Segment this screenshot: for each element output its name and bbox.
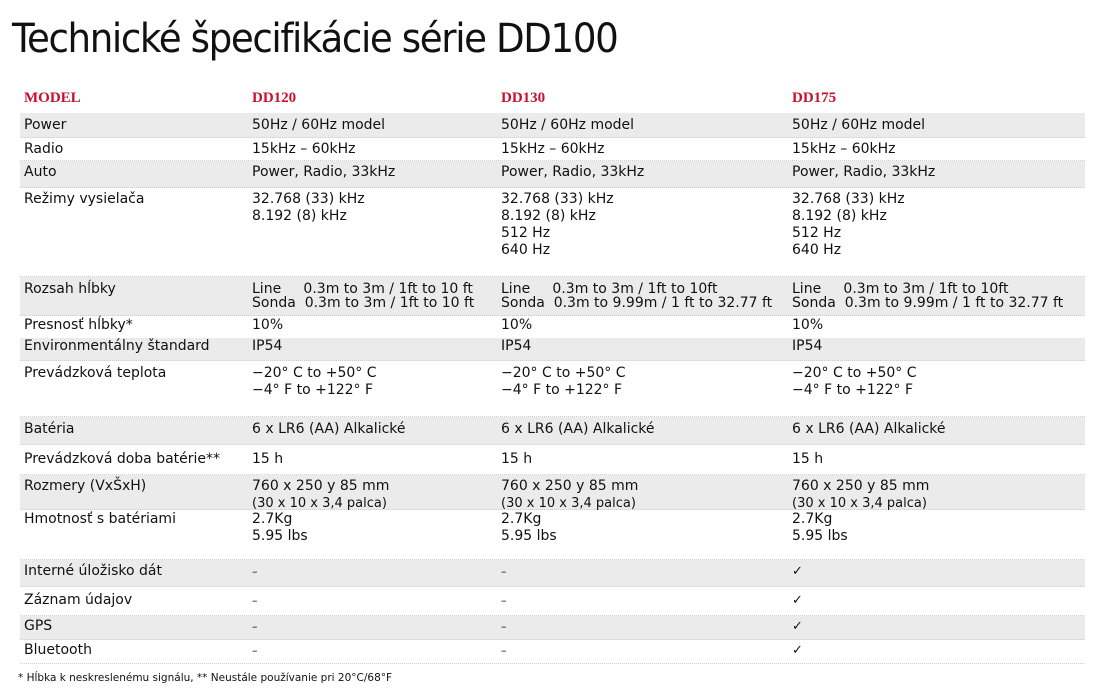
cell-dd130 [501, 563, 507, 580]
cell-dd175 [792, 618, 803, 635]
row-label: Environmentálny štandard [24, 338, 210, 354]
check-icon: ✓ [792, 593, 803, 608]
cell-line: 10% [252, 317, 284, 333]
cell-line: – [252, 644, 258, 657]
cell-dd120 [252, 282, 474, 310]
table-row [20, 510, 1085, 560]
table-row [20, 560, 1085, 587]
row-label: Prevádzková teplota [24, 365, 167, 381]
cell-dd120 [252, 117, 385, 134]
cell-dd130 [501, 282, 772, 310]
cell-line: IP54 [252, 338, 283, 354]
cell-dd175 [792, 317, 823, 334]
cell-line: 15 h [501, 451, 533, 467]
cell-line: 512 Hz [501, 225, 551, 241]
cell-dd175 [792, 117, 925, 134]
cell-line: 50Hz / 60Hz model [501, 117, 635, 133]
cell-dd130 [501, 117, 634, 134]
cell-dd120 [252, 592, 258, 609]
cell-dd175 [792, 451, 823, 468]
cell-line: 15 h [792, 451, 824, 467]
cell-line: Power, Radio, 33kHz [792, 164, 936, 180]
cell-dd130 [501, 592, 507, 609]
cell-line: Line 0.3m to 3m / 1ft to 10ft [792, 281, 1009, 297]
cell-line: Line 0.3m to 3m / 1ft to 10ft [501, 281, 718, 297]
cell-dd130 [501, 451, 532, 468]
cell-line: 5.95 lbs [792, 528, 848, 544]
page-title: Technické špecifikácie série DD100 [12, 16, 618, 62]
cell-line: (30 x 10 x 3,4 palca) [792, 496, 927, 511]
row-label: Presnosť hĺbky* [24, 317, 133, 333]
cell-dd120 [252, 191, 365, 225]
table-row [20, 113, 1085, 138]
cell-dd120 [252, 642, 258, 659]
table-row [20, 338, 1085, 361]
cell-dd175 [792, 511, 848, 545]
cell-line: 15kHz – 60kHz [501, 141, 605, 157]
table-row [20, 316, 1085, 339]
cell-dd130 [501, 164, 644, 181]
cell-dd175 [792, 421, 946, 438]
cell-dd175 [792, 164, 935, 181]
cell-line: 15 h [252, 451, 284, 467]
cell-line: 32.768 (33) kHz [501, 191, 614, 207]
cell-line: 15kHz – 60kHz [792, 141, 896, 157]
table-row [20, 277, 1085, 316]
row-label: Batéria [24, 421, 75, 437]
row-label: Prevádzková doba batérie** [24, 451, 221, 467]
cell-line: Sonda 0.3m to 9.99m / 1 ft to 32.77 ft [792, 295, 1064, 311]
cell-dd175 [792, 365, 917, 399]
cell-line: 8.192 (8) kHz [501, 208, 596, 224]
table-row [20, 188, 1085, 277]
table-row [20, 161, 1085, 188]
cell-dd120 [252, 511, 308, 545]
cell-line: −20° C to +50° C [252, 365, 377, 381]
row-label: Záznam údajov [24, 592, 133, 608]
cell-line: – [252, 620, 258, 633]
cell-line: 760 x 250 y 85 mm [792, 478, 930, 494]
cell-dd175 [792, 141, 896, 158]
cell-dd130 [501, 511, 557, 545]
table-row [20, 616, 1085, 640]
cell-line: Power, Radio, 33kHz [501, 164, 645, 180]
cell-line: 50Hz / 60Hz model [252, 117, 386, 133]
cell-dd175 [792, 282, 1063, 310]
cell-dd120 [252, 451, 283, 468]
cell-line: 2.7Kg [792, 511, 833, 527]
cell-line: 5.95 lbs [501, 528, 557, 544]
row-label: Rozsah hĺbky [24, 281, 116, 297]
cell-line: – [501, 644, 507, 657]
cell-dd175 [792, 478, 929, 512]
cell-line: Sonda 0.3m to 9.99m / 1 ft to 32.77 ft [501, 295, 773, 311]
cell-line: 32.768 (33) kHz [792, 191, 905, 207]
cell-line: 6 x LR6 (AA) Alkalické [252, 421, 406, 437]
cell-line: 6 x LR6 (AA) Alkalické [792, 421, 946, 437]
cell-dd120 [252, 365, 377, 399]
table-header [0, 90, 1109, 106]
cell-dd130 [501, 317, 532, 334]
cell-line: 2.7Kg [501, 511, 542, 527]
row-label: Radio [24, 141, 64, 157]
cell-dd130 [501, 141, 605, 158]
cell-line: – [252, 565, 258, 578]
cell-line: −4° F to +122° F [501, 382, 623, 398]
cell-line: – [501, 594, 507, 607]
cell-dd120 [252, 618, 258, 635]
cell-line: −20° C to +50° C [501, 365, 626, 381]
footnote: * Hĺbka k neskreslenému signálu, ** Neustále používanie pri 20°C/68°F [18, 672, 393, 684]
cell-dd130 [501, 618, 507, 635]
cell-dd120 [252, 421, 406, 438]
check-icon: ✓ [792, 643, 803, 658]
check-icon: ✓ [792, 564, 803, 579]
row-label: Režimy vysielača [24, 191, 145, 207]
cell-line: 6 x LR6 (AA) Alkalické [501, 421, 655, 437]
cell-line: (30 x 10 x 3,4 palca) [252, 496, 387, 511]
cell-dd130 [501, 365, 626, 399]
check-icon: ✓ [792, 619, 803, 634]
cell-line: 512 Hz [792, 225, 842, 241]
cell-line: 640 Hz [501, 242, 551, 258]
cell-line: 8.192 (8) kHz [792, 208, 887, 224]
cell-dd120 [252, 141, 356, 158]
row-label: Rozmery (VxŠxH) [24, 478, 147, 494]
header-dd120: DD120 [252, 90, 297, 106]
cell-line: 10% [501, 317, 533, 333]
cell-dd130 [501, 642, 507, 659]
cell-line: IP54 [501, 338, 532, 354]
cell-line: (30 x 10 x 3,4 palca) [501, 496, 636, 511]
cell-line: 760 x 250 y 85 mm [252, 478, 390, 494]
cell-line: Power, Radio, 33kHz [252, 164, 396, 180]
cell-dd175 [792, 592, 803, 609]
cell-line: – [501, 565, 507, 578]
table-row [20, 640, 1085, 664]
cell-line: 10% [792, 317, 824, 333]
cell-dd120 [252, 478, 389, 512]
header-model: MODEL [24, 90, 81, 106]
cell-line: 50Hz / 60Hz model [792, 117, 926, 133]
cell-line: – [501, 620, 507, 633]
cell-dd120 [252, 317, 283, 334]
table-row [20, 417, 1085, 445]
cell-dd175 [792, 338, 822, 355]
cell-dd120 [252, 338, 282, 355]
table-row [20, 361, 1085, 417]
table-row [20, 587, 1085, 616]
cell-line: −4° F to +122° F [792, 382, 914, 398]
cell-line: 2.7Kg [252, 511, 293, 527]
cell-dd130 [501, 421, 655, 438]
cell-dd120 [252, 563, 258, 580]
cell-line: IP54 [792, 338, 823, 354]
row-label: GPS [24, 618, 53, 634]
cell-dd175 [792, 191, 905, 259]
header-dd175: DD175 [792, 90, 837, 106]
table-row [20, 138, 1085, 161]
cell-line: −4° F to +122° F [252, 382, 374, 398]
cell-dd130 [501, 191, 614, 259]
cell-line: Line 0.3m to 3m / 1ft to 10 ft [252, 281, 473, 297]
cell-line: −20° C to +50° C [792, 365, 917, 381]
cell-line: 15kHz – 60kHz [252, 141, 356, 157]
cell-line: 760 x 250 y 85 mm [501, 478, 639, 494]
table-row [20, 445, 1085, 475]
cell-line: 5.95 lbs [252, 528, 308, 544]
cell-dd130 [501, 478, 638, 512]
row-label: Hmotnosť s batériami [24, 511, 176, 527]
table-row [20, 475, 1085, 510]
cell-dd175 [792, 563, 803, 580]
row-label: Interné úložisko dát [24, 563, 162, 579]
cell-line: 8.192 (8) kHz [252, 208, 347, 224]
header-dd130: DD130 [501, 90, 546, 106]
row-label: Auto [24, 164, 57, 180]
cell-line: Sonda 0.3m to 3m / 1ft to 10 ft [252, 295, 475, 311]
cell-line: 640 Hz [792, 242, 842, 258]
cell-dd130 [501, 338, 531, 355]
row-label: Power [24, 117, 67, 133]
cell-line: – [252, 594, 258, 607]
row-label: Bluetooth [24, 642, 92, 658]
cell-dd175 [792, 642, 803, 659]
cell-line: 32.768 (33) kHz [252, 191, 365, 207]
cell-dd120 [252, 164, 395, 181]
